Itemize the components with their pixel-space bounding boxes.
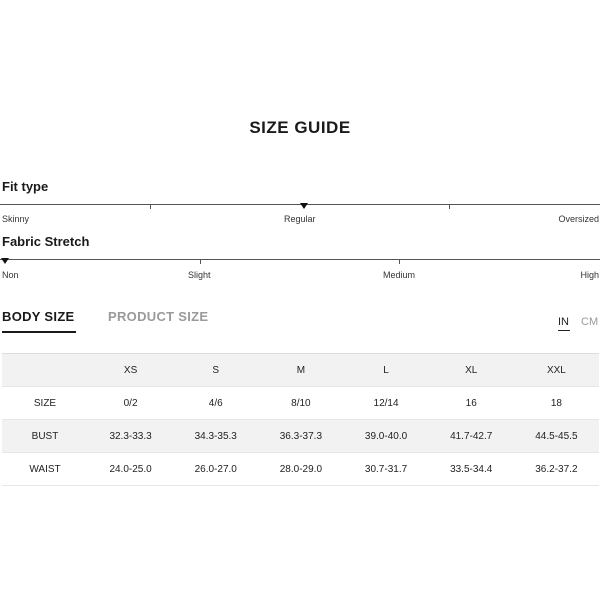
table-cell: 18 (514, 387, 599, 420)
table-row-label: WAIST (2, 453, 88, 486)
table-header-cell: XS (88, 354, 173, 387)
fabric-stretch-marker-icon (1, 258, 9, 264)
table-header-cell: XXL (514, 354, 599, 387)
table-row-label: SIZE (2, 387, 88, 420)
table-row-label: BUST (2, 420, 88, 453)
fit-type-tick (150, 204, 151, 209)
table-row (2, 387, 599, 420)
table-header-cell: L (343, 354, 428, 387)
fabric-stretch-tick (399, 259, 400, 264)
table-header-cell: M (258, 354, 343, 387)
table-cell: 30.7-31.7 (343, 453, 428, 486)
table-header-cell: S (173, 354, 258, 387)
fit-type-option-skinny: Skinny (2, 214, 30, 224)
table-cell: 24.0-25.0 (88, 453, 173, 486)
table-header-cell (2, 354, 88, 387)
table-cell: 32.3-33.3 (88, 420, 173, 453)
table-cell: 0/2 (88, 387, 173, 420)
fit-type-label: Fit type (2, 179, 49, 194)
tab-product-size[interactable]: PRODUCT SIZE (108, 309, 209, 324)
fabric-stretch-option-slight: Slight (188, 270, 211, 280)
fabric-stretch-scale-line (0, 259, 600, 260)
fit-type-option-oversized: Oversized (558, 214, 599, 224)
tab-body-size[interactable]: BODY SIZE (2, 309, 75, 324)
table-cell: 36.2-37.2 (514, 453, 599, 486)
active-tab-indicator (2, 331, 76, 333)
fit-type-tick (449, 204, 450, 209)
table-cell: 39.0-40.0 (343, 420, 428, 453)
table-cell: 12/14 (343, 387, 428, 420)
page-title: SIZE GUIDE (249, 118, 351, 137)
fabric-stretch-tick (200, 259, 201, 264)
table-cell: 26.0-27.0 (173, 453, 258, 486)
table-cell: 41.7-42.7 (429, 420, 514, 453)
table-cell: 33.5-34.4 (429, 453, 514, 486)
table-cell: 8/10 (258, 387, 343, 420)
fabric-stretch-option-non: Non (2, 270, 19, 280)
fabric-stretch-option-medium: Medium (383, 270, 416, 280)
table-header-cell: XL (429, 354, 514, 387)
fabric-stretch-option-high: High (580, 270, 599, 280)
table-row (2, 453, 599, 486)
unit-toggle-cm[interactable]: CM (581, 316, 599, 328)
fit-type-option-regular: Regular (284, 214, 316, 224)
size-table (2, 353, 599, 486)
table-cell: 4/6 (173, 387, 258, 420)
fabric-stretch-label: Fabric Stretch (2, 234, 90, 249)
active-unit-indicator (558, 330, 570, 331)
table-header-row (2, 354, 599, 387)
fit-type-marker-icon (300, 203, 308, 209)
table-cell: 44.5-45.5 (514, 420, 599, 453)
table-row (2, 420, 599, 453)
table-cell: 28.0-29.0 (258, 453, 343, 486)
table-cell: 36.3-37.3 (258, 420, 343, 453)
unit-toggle-in[interactable]: IN (558, 316, 569, 328)
table-cell: 34.3-35.3 (173, 420, 258, 453)
table-cell: 16 (429, 387, 514, 420)
